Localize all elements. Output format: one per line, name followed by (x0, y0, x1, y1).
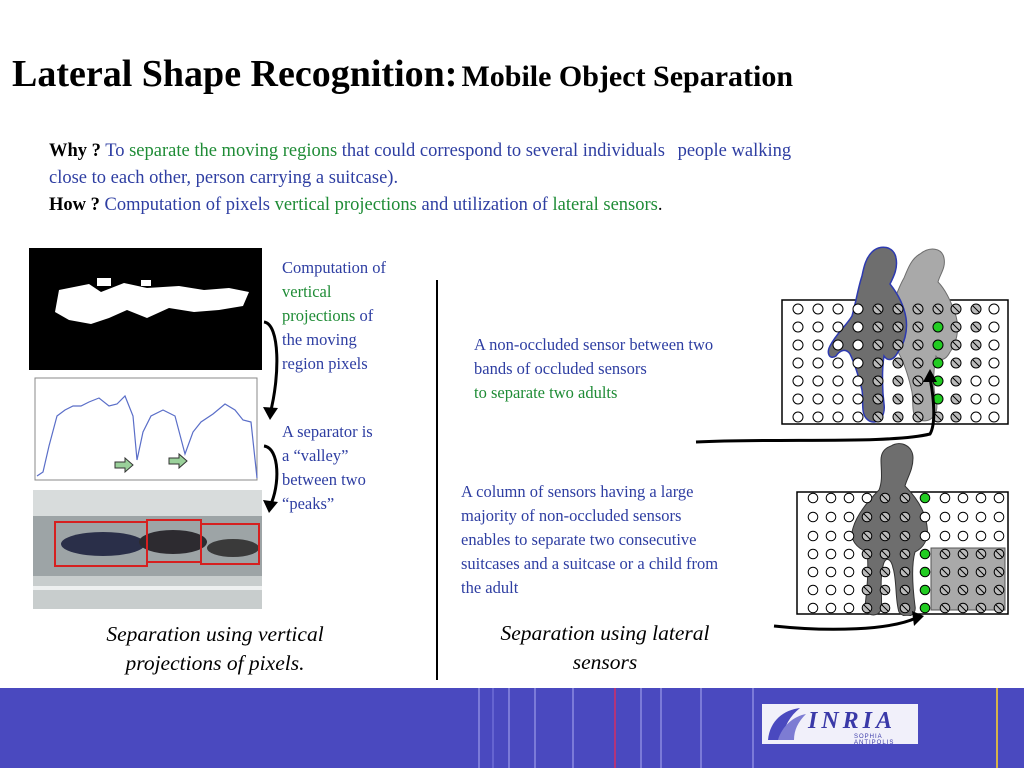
sensor-free (813, 304, 823, 314)
right-note-2-line: the adult (461, 578, 519, 597)
left-note-1 (282, 256, 422, 376)
why-text-3: people walking (677, 141, 792, 161)
sensor-free (958, 531, 968, 541)
how-text-2: and utilization of (421, 195, 548, 215)
projection-plot-image (29, 376, 262, 486)
left-note-1-highlight: projections (282, 306, 356, 325)
title-sub: Mobile Object Separation (461, 60, 794, 93)
arrow-head-1 (263, 407, 278, 420)
left-note-1-line: the moving (282, 330, 357, 349)
curved-arrow-4 (774, 618, 916, 629)
left-note-2-line: a “valley” (282, 446, 349, 465)
sensor-free (793, 322, 803, 332)
sensor-free (853, 358, 863, 368)
sensor-free (976, 512, 986, 522)
sensor-free (833, 340, 843, 350)
sensor-free (813, 322, 823, 332)
sensor-free (958, 493, 968, 503)
left-caption (40, 620, 390, 678)
why-text: To (105, 141, 125, 161)
how-line (49, 192, 989, 219)
sensor-active (933, 340, 943, 350)
left-note-1-line: Computation of (282, 258, 387, 277)
sensor-free (976, 493, 986, 503)
right-note-2-line: majority of non-occluded sensors (461, 506, 682, 525)
left-note-1-line: vertical (282, 282, 332, 301)
arrow-head-2 (263, 500, 278, 513)
how-end: . (657, 195, 663, 215)
title-main: Lateral Shape Recognition: (12, 53, 458, 95)
sensor-free (853, 304, 863, 314)
right-arrows (690, 368, 950, 638)
sensor-free (989, 322, 999, 332)
sensor-free (989, 412, 999, 422)
logo-subtext: SOPHIA ANTIPOLIS (854, 734, 895, 746)
left-note-1-line: region pixels (282, 354, 368, 373)
sensor-free (958, 512, 968, 522)
curved-arrow-3 (696, 378, 934, 442)
how-highlight-2: lateral sensors (552, 195, 658, 215)
right-caption-line: sensors (572, 650, 638, 674)
sensor-free (853, 340, 863, 350)
why-label: Why ? (49, 141, 101, 161)
arrow-head-4 (912, 611, 924, 626)
sensor-free (994, 512, 1004, 522)
sensor-free (833, 304, 843, 314)
left-caption-line: Separation using vertical (106, 622, 324, 646)
left-note-1-line: of (359, 306, 374, 325)
right-note-2-line: enables to separate two consecutive (461, 530, 697, 549)
sensor-free (813, 340, 823, 350)
left-note-2 (282, 420, 422, 516)
right-note-1-highlight: to separate two adults (474, 383, 618, 402)
curved-arrow-2 (264, 446, 277, 506)
why-text-2: that could correspond to several individuals (341, 141, 665, 161)
logo-text: INRIA (808, 708, 897, 734)
left-arrows (258, 316, 288, 516)
inria-logo (760, 700, 920, 748)
sensor-active (933, 322, 943, 332)
section-divider (436, 280, 438, 680)
sensor-free (853, 322, 863, 332)
sensor-free (833, 322, 843, 332)
why-highlight: separate the moving regions (129, 141, 338, 161)
left-note-2-line: between two (282, 470, 366, 489)
how-label: How ? (49, 195, 100, 215)
intro-text (49, 138, 989, 219)
sensor-free (833, 358, 843, 368)
sensor-free (793, 358, 803, 368)
left-note-2-line: A separator is (282, 422, 373, 441)
right-note-1-line: bands of occluded sensors (474, 359, 647, 378)
sensor-free (989, 358, 999, 368)
why-text-4: close to each other, person carrying a suitcase). (49, 168, 399, 188)
sensor-free (989, 304, 999, 314)
left-caption-line: projections of pixels. (125, 651, 305, 675)
sensor-free (994, 531, 1004, 541)
left-note-2-line: “peaks” (282, 494, 335, 513)
binary-region-image (29, 248, 262, 370)
sensor-free (971, 412, 981, 422)
sensor-active (933, 358, 943, 368)
how-highlight-1: vertical projections (274, 195, 417, 215)
right-caption-line: Separation using lateral (500, 621, 710, 645)
how-text: Computation of pixels (104, 195, 270, 215)
arrow-head-3 (923, 369, 937, 382)
curved-arrow-1 (264, 322, 277, 414)
camera-detection-image (33, 490, 262, 609)
sensor-free (971, 394, 981, 404)
sensor-free (793, 304, 803, 314)
sensor-free (813, 358, 823, 368)
sensor-free (989, 394, 999, 404)
why-line (49, 138, 989, 165)
right-note-2-line: A column of sensors having a large (461, 482, 694, 501)
sensor-free (989, 376, 999, 386)
sensor-free (976, 531, 986, 541)
right-note-2-line: suitcases and a suitcase or a child from (461, 554, 719, 573)
slide-title (12, 52, 793, 96)
right-note-1-line: A non-occluded sensor between two (474, 335, 714, 354)
sensor-free (971, 376, 981, 386)
sensor-free (793, 340, 803, 350)
sensor-free (989, 340, 999, 350)
sensor-free (994, 493, 1004, 503)
